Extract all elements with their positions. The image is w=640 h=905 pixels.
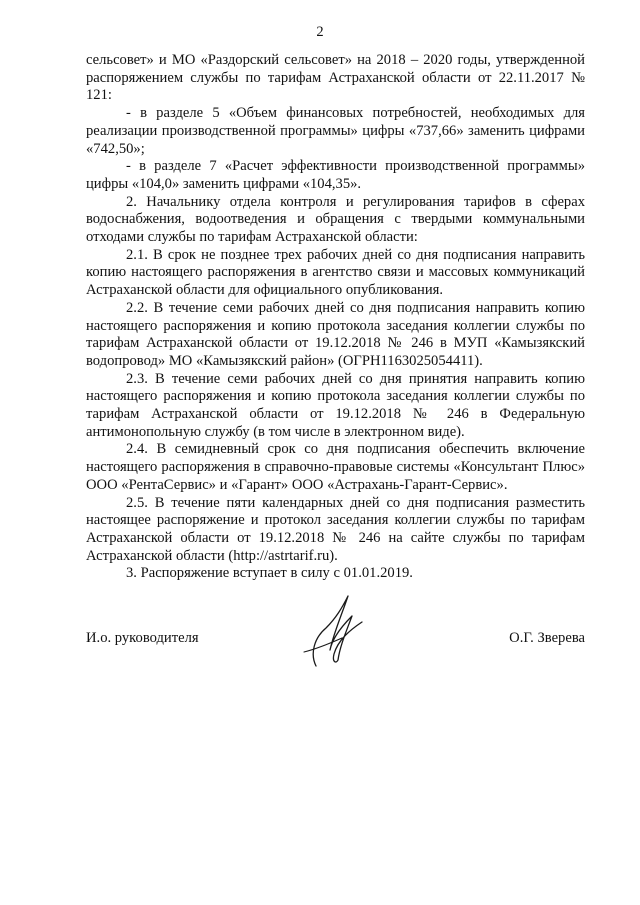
- paragraph-item-2-1: 2.1. В срок не позднее трех рабочих дней со дня подписания направить копию настоящего распоряжения в агентство связи и массовых коммуникаций Астраханской области для официального опубликования.: [86, 246, 585, 299]
- paragraph-item-2-2: 2.2. В течение семи рабочих дней со дня подписания направить копию настоящего распоряжения и копию протокола заседания коллегии службы по тарифам Астраханской области от 19.12.2018 № 246 в МУП «Камызякский водопровод» МО «Камызякский район» (ОГРН1163025054411).: [86, 299, 585, 369]
- paragraph-item-2: 2. Начальнику отдела контроля и регулирования тарифов в сферах водоснабжения, водоотведения и обращения с твердыми коммунальными отходами службы по тарифам Астраханской области:: [86, 193, 585, 246]
- signature-stroke-tail: [304, 638, 342, 652]
- paragraph-item-2-4: 2.4. В семидневный срок со дня подписания обеспечить включение настоящего распоряжения в справочно-правовые системы «Консультант Плюс» ООО «РентаСервис» и «Гарант» ООО «Астрахань-Гарант-Сервис».: [86, 441, 585, 493]
- signature-stroke-main: [313, 596, 362, 666]
- paragraph-section7-change: - в разделе 7 «Расчет эффективности производственной программы» цифры «104,0» заменить цифрами «104,35».: [86, 158, 585, 192]
- handwritten-signature: [302, 592, 366, 668]
- signatory-position: И.о. руководителя: [86, 630, 199, 646]
- page-number: 2: [316, 24, 324, 40]
- paragraph-continuation: сельсовет» и МО «Раздорский сельсовет» на 2018 – 2020 годы, утвержденной распоряжением службы по тарифам Астраханской области от 22.11.2017 № 121:: [86, 52, 585, 104]
- paragraph-item-2-5: 2.5. В течение пяти календарных дней со дня подписания разместить настоящее распоряжение и протокол заседания коллегии службы по тарифам Астраханской области от 19.12.2018 № 246 на сайте службы по тарифам Астраханской области (http://astrtarif.ru).: [86, 494, 585, 564]
- paragraph-section5-change: - в разделе 5 «Объем финансовых потребностей, необходимых для реализации производственной программы» цифры «737,66» заменить цифрами «742,50»;: [86, 105, 585, 157]
- document-body: [86, 52, 585, 583]
- paragraph-item-3: 3. Распоряжение вступает в силу с 01.01.2019.: [126, 565, 413, 582]
- paragraph-item-2-3: 2.3. В течение семи рабочих дней со дня принятия направить копию настоящего распоряжения и копию протокола заседания коллегии службы по тарифам Астраханской области от 19.12.2018 № 246 в Федеральную антимонопольную службу (в том числе в электронном виде).: [86, 370, 585, 440]
- signatory-name: О.Г. Зверева: [509, 630, 585, 646]
